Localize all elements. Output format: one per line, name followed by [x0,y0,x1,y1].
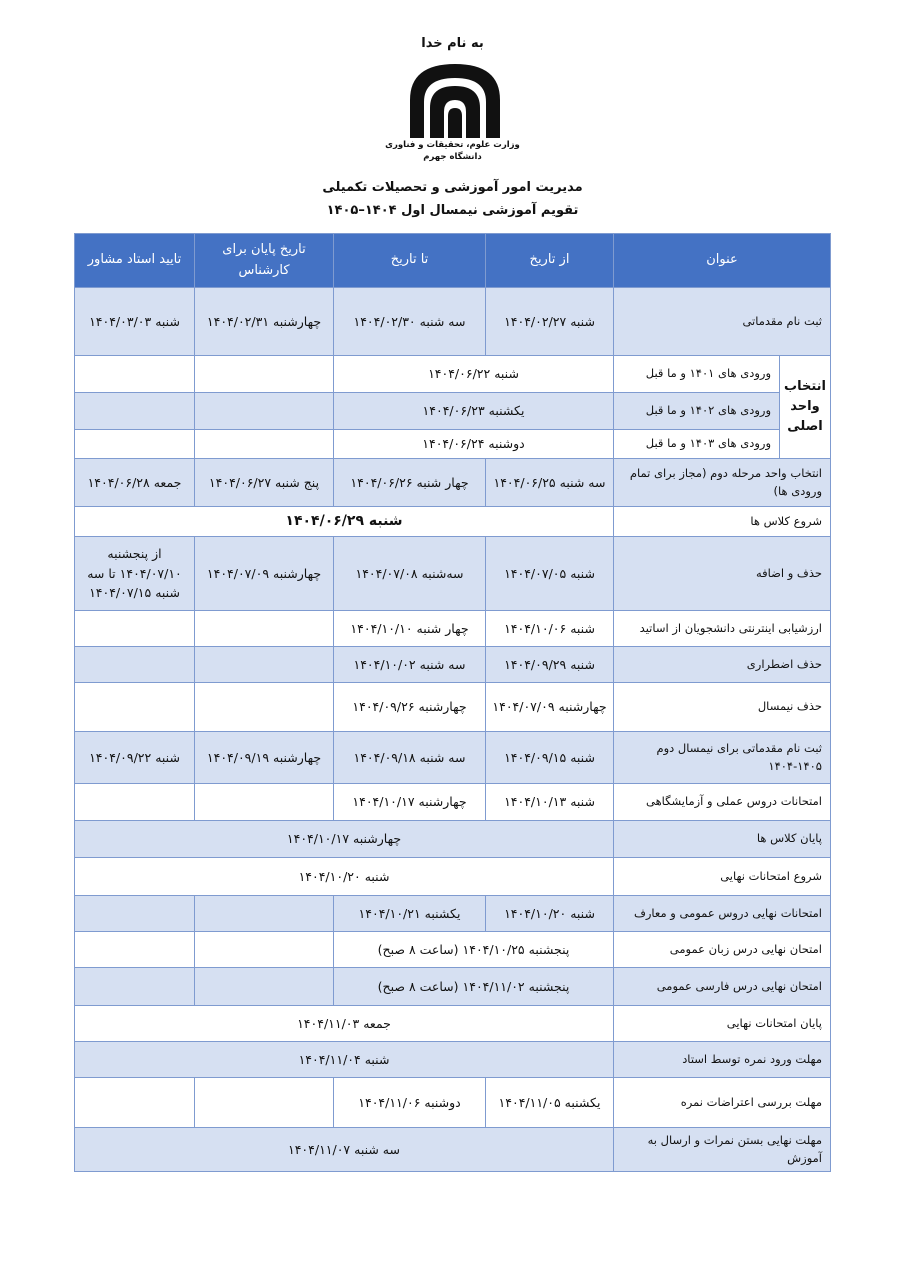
title-cell: مهلت بررسی اعتراضات نمره [614,1078,831,1128]
expert-cell [195,430,334,459]
page-title: مدیریت امور آموزشی و تحصیلات تکمیلی [322,180,583,195]
expert-cell [195,683,334,732]
expert-cell: چهارشنبه ۱۴۰۴/۰۹/۱۹ [195,732,334,784]
date-cell: پنجشنبه ۱۴۰۴/۱۱/۰۲ (ساعت ۸ صبح) [334,968,614,1006]
to-cell: سه شنبه ۱۴۰۴/۰۲/۳۰ [334,288,486,356]
table-row [75,288,831,356]
table-header-row [75,234,831,288]
bismillah: به نام خدا [421,36,484,51]
logo-ministry-text: وزارت علوم، تحقیقات و فناوری [385,140,520,150]
table-row [75,459,831,507]
title-cell: مهلت نهایی بستن نمرات و ارسال به آموزش [614,1128,831,1172]
to-cell: سه‌شنبه ۱۴۰۴/۰۷/۰۸ [334,537,486,611]
title-cell: ثبت نام مقدماتی [614,288,831,356]
title-cell: ثبت نام مقدماتی برای نیمسال دوم ۱۴۰۵-۱۴۰۴ [614,732,831,784]
from-cell: چهارشنبه ۱۴۰۴/۰۷/۰۹ [486,683,614,732]
advisor-cell [75,1078,195,1128]
table-row [75,683,831,732]
expert-cell: چهارشنبه ۱۴۰۴/۰۲/۳۱ [195,288,334,356]
date-cell: چهارشنبه ۱۴۰۴/۱۰/۱۷ [75,821,614,858]
header-to: تا تاریخ [334,234,486,288]
table-row [75,507,831,537]
title-cell: حذف و اضافه [614,537,831,611]
title-cell: مهلت ورود نمره توسط استاد [614,1042,831,1078]
expert-cell [195,968,334,1006]
advisor-cell [75,932,195,968]
date-cell: شنبه ۱۴۰۴/۱۰/۲۰ [75,858,614,896]
from-cell: شنبه ۱۴۰۴/۱۰/۰۶ [486,611,614,647]
advisor-cell [75,683,195,732]
table-row [75,1042,831,1078]
title-cell: حذف اضطراری [614,647,831,683]
to-cell: یکشنبه ۱۴۰۴/۱۰/۲۱ [334,896,486,932]
table-row [75,1078,831,1128]
from-cell: سه شنبه ۱۴۰۴/۰۶/۲۵ [486,459,614,507]
date-cell: پنجشنبه ۱۴۰۴/۱۰/۲۵ (ساعت ۸ صبح) [334,932,614,968]
expert-cell [195,393,334,430]
title-cell: امتحان نهایی درس زبان عمومی [614,932,831,968]
title-cell: پایان امتحانات نهایی [614,1006,831,1042]
title-cell: ارزشیابی اینترنتی دانشجویان از اساتید [614,611,831,647]
date-cell: جمعه ۱۴۰۴/۱۱/۰۳ [75,1006,614,1042]
main-selection-group-label: انتخاب واحد اصلی [780,356,831,459]
table-row [75,732,831,784]
title-cell: حذف نیمسال [614,683,831,732]
table-row [75,647,831,683]
to-cell: چهارشنبه ۱۴۰۴/۰۹/۲۶ [334,683,486,732]
table-row [75,393,831,430]
header-advisor: تایید استاد مشاور [75,234,195,288]
to-cell: چهار شنبه ۱۴۰۴/۰۶/۲۶ [334,459,486,507]
title-cell: شروع امتحانات نهایی [614,858,831,896]
to-cell: چهار شنبه ۱۴۰۴/۱۰/۱۰ [334,611,486,647]
advisor-cell [75,968,195,1006]
advisor-cell: شنبه ۱۴۰۴/۰۹/۲۲ [75,732,195,784]
expert-cell [195,611,334,647]
academic-calendar-table [74,233,831,1172]
advisor-cell [75,784,195,821]
table-row [75,1128,831,1172]
header-from: از تاریخ [486,234,614,288]
title-cell: پایان کلاس ها [614,821,831,858]
table-row [75,611,831,647]
advisor-cell [75,611,195,647]
to-cell: سه شنبه ۱۴۰۴/۰۹/۱۸ [334,732,486,784]
date-cell: شنبه ۱۴۰۴/۰۶/۲۲ [334,356,614,393]
to-cell: دوشنبه ۱۴۰۴/۱۱/۰۶ [334,1078,486,1128]
advisor-cell: جمعه ۱۴۰۴/۰۶/۲۸ [75,459,195,507]
from-cell: شنبه ۱۴۰۴/۱۰/۲۰ [486,896,614,932]
from-cell: یکشنبه ۱۴۰۴/۱۱/۰۵ [486,1078,614,1128]
date-cell: یکشنبه ۱۴۰۴/۰۶/۲۳ [334,393,614,430]
expert-cell [195,784,334,821]
table-row [75,356,831,393]
title-cell: ورودی های ۱۴۰۳ و ما قبل [614,430,780,459]
table-row [75,932,831,968]
advisor-cell: شنبه ۱۴۰۴/۰۳/۰۳ [75,288,195,356]
table-row [75,1006,831,1042]
expert-cell: پنج شنبه ۱۴۰۴/۰۶/۲۷ [195,459,334,507]
from-cell: شنبه ۱۴۰۴/۰۷/۰۵ [486,537,614,611]
from-cell: شنبه ۱۴۰۴/۰۹/۲۹ [486,647,614,683]
advisor-cell [75,356,195,393]
title-cell: ورودی های ۱۴۰۱ و ما قبل [614,356,780,393]
advisor-cell [75,896,195,932]
title-cell: ورودی های ۱۴۰۲ و ما قبل [614,393,780,430]
title-cell: انتخاب واحد مرحله دوم (مجاز برای تمام ورودی ها) [614,459,831,507]
title-cell: امتحانات دروس عملی و آزمایشگاهی [614,784,831,821]
from-cell: شنبه ۱۴۰۴/۱۰/۱۳ [486,784,614,821]
expert-cell: چهارشنبه ۱۴۰۴/۰۷/۰۹ [195,537,334,611]
logo-university-text: دانشگاه جهرم [423,152,482,162]
table-row [75,821,831,858]
date-cell: شنبه ۱۴۰۴/۰۶/۲۹ [75,507,614,537]
date-cell: سه شنبه ۱۴۰۴/۱۱/۰۷ [75,1128,614,1172]
expert-cell [195,896,334,932]
table-row [75,896,831,932]
expert-cell [195,356,334,393]
table-row [75,537,831,611]
advisor-cell [75,393,195,430]
advisor-cell [75,647,195,683]
title-cell: امتحانات نهایی دروس عمومی و معارف [614,896,831,932]
advisor-cell [75,430,195,459]
expert-cell [195,932,334,968]
table-row [75,430,831,459]
expert-cell [195,647,334,683]
from-cell: شنبه ۱۴۰۴/۰۹/۱۵ [486,732,614,784]
page-subtitle: تقویم آموزشی نیمسال اول ۱۴۰۴–۱۴۰۵ [326,203,579,218]
table-row [75,784,831,821]
title-cell: شروع کلاس ها [614,507,831,537]
advisor-cell: از پنجشنبه ۱۴۰۴/۰۷/۱۰ تا سه شنبه ۱۴۰۴/۰۷/۱۵ [75,537,195,611]
to-cell: چهارشنبه ۱۴۰۴/۱۰/۱۷ [334,784,486,821]
title-cell: امتحان نهایی درس فارسی عمومی [614,968,831,1006]
date-cell: دوشنبه ۱۴۰۴/۰۶/۲۴ [334,430,614,459]
to-cell: سه شنبه ۱۴۰۴/۱۰/۰۲ [334,647,486,683]
date-cell: شنبه ۱۴۰۴/۱۱/۰۴ [75,1042,614,1078]
table-row [75,968,831,1006]
table-row [75,858,831,896]
expert-cell [195,1078,334,1128]
header-title: عنوان [614,234,831,288]
from-cell: شنبه ۱۴۰۴/۰۲/۲۷ [486,288,614,356]
header-expert-end: تاریخ پایان برای کارشناس [195,234,334,288]
